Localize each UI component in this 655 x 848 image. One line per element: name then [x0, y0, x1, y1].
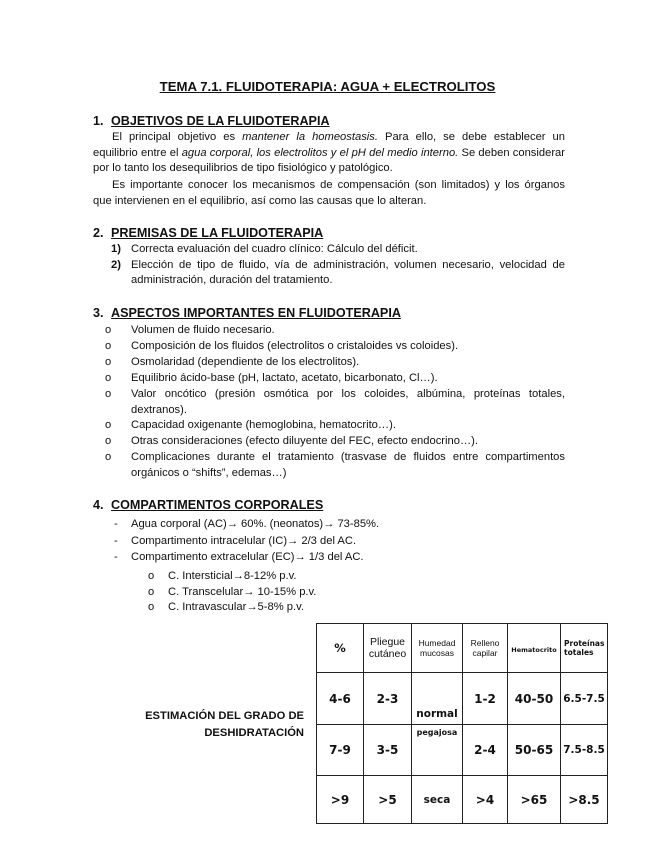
bullet-marker: o	[148, 585, 155, 598]
section-4-heading	[93, 498, 323, 512]
list-marker: 1)	[111, 243, 121, 255]
table-cell: 50-65	[508, 725, 561, 776]
section-title: ASPECTOS IMPORTANTES EN FLUIDOTERAPIA	[111, 306, 401, 320]
list-item	[148, 600, 448, 616]
bullet-marker: o	[105, 339, 112, 352]
list-item-text: Capacidad oxigenante (hemoglobina, hematocrito…).	[131, 419, 396, 432]
section-2-heading	[93, 226, 323, 240]
table-row	[317, 776, 608, 824]
bullet-marker: o	[105, 451, 112, 464]
header-text: Proteínas totales	[564, 639, 605, 657]
list-item-text: Osmolaridad (dependiente de los electrolitos).	[131, 355, 360, 368]
list-item	[148, 569, 448, 585]
list-item	[114, 534, 554, 550]
bullet-marker: o	[105, 371, 112, 384]
list-item-text: Compartimento extracelular (EC)→ 1/3 del AC.	[131, 551, 364, 563]
bullet-marker: o	[105, 419, 112, 432]
list-item-text: Correcta evaluación del cuadro clínico: Cálculo del déficit.	[131, 243, 418, 255]
section-number: 1.	[93, 114, 104, 128]
table-cell: >4	[463, 776, 508, 824]
bullet-marker: o	[105, 387, 112, 400]
section-title: OBJETIVOS DE LA FLUIDOTERAPIA	[111, 114, 330, 128]
table-cell: 4-6	[317, 673, 364, 725]
list-item	[105, 450, 565, 482]
list-item	[105, 434, 565, 450]
table-cell: >9	[317, 776, 364, 824]
dash-marker: -	[114, 518, 118, 530]
list-item-text: Compartimento intracelular (IC)→ 2/3 del AC.	[131, 534, 357, 547]
table-cell: 7.5-8.5	[561, 725, 608, 776]
section-title: COMPARTIMENTOS CORPORALES	[111, 498, 324, 512]
text-run: El principal objetivo es	[112, 131, 243, 143]
list-item	[105, 387, 565, 419]
section-number: 2.	[93, 226, 104, 240]
section-title: PREMISAS DE LA FLUIDOTERAPIA	[111, 226, 324, 240]
dash-marker: -	[114, 551, 118, 563]
list-item	[114, 517, 554, 533]
list-item-text: Complicaciones durante el tratamiento (trasvase de fluidos entre compartimentos orgánicos o “shifts”, edemas…)	[131, 451, 565, 480]
table-cell: 3-5	[364, 725, 412, 776]
table-row	[317, 673, 608, 725]
text-run: Para ello, se debe establecer un equilibrio entre el	[93, 131, 565, 159]
list-item-text: Equilibrio ácido-base (pH, lactato, acetato, bicarbonato, Cl…).	[131, 371, 438, 384]
section-1-heading	[93, 114, 330, 128]
table-cell: 2-3	[364, 673, 412, 725]
header-text: Hematocrito	[511, 645, 557, 654]
list-item-text: C. Transcelular→ 10-15% p.v.	[168, 585, 317, 598]
table-cell: 2-4	[463, 725, 508, 776]
table-cell: 1-2	[463, 673, 508, 725]
table-cell: 40-50	[508, 673, 561, 725]
section-number: 3.	[93, 306, 104, 320]
table-cell: >65	[508, 776, 561, 824]
list-item-text: Composición de los fluidos (electrolitos o cristaloides vs coloides).	[131, 339, 459, 352]
bullet-marker: o	[105, 355, 112, 368]
header-cell	[508, 624, 561, 673]
bullet-marker: o	[105, 324, 112, 336]
section-number: 4.	[93, 498, 104, 512]
list-item-text: C. Intersticial→8-12% p.v.	[168, 570, 297, 582]
compartments-list	[114, 517, 554, 566]
list-item	[111, 258, 565, 289]
section-3-heading	[93, 306, 401, 320]
table-cell: pegajosa	[412, 725, 463, 776]
italic-text: agua corporal, los electrolitos y el pH del medio interno.	[181, 146, 459, 159]
label-line: ESTIMACIÓN DEL GRADO DE	[145, 710, 304, 722]
list-item-text: Otras consideraciones (efecto diluyente del FEC, efecto endocrino…).	[131, 435, 478, 448]
table-cell: >5	[364, 776, 412, 824]
header-cell	[364, 624, 412, 673]
bullet-marker: o	[148, 601, 155, 613]
list-item-text: Elección de tipo de fluido, vía de administración, volumen necesario, velocidad de administración, duración del tratamiento.	[131, 258, 565, 286]
text-run: Es importante conocer los mecanismos de compensación (son limitados) y los órganos que intervienen en el equilibrio, así como las causas que lo alteran.	[93, 179, 565, 207]
header-text: Humedad mucosas	[418, 638, 456, 658]
dehydration-table	[316, 623, 608, 824]
list-marker: 2)	[111, 258, 121, 271]
premises-list	[111, 242, 565, 289]
list-item	[105, 339, 565, 355]
extracellular-sublist	[148, 569, 448, 616]
list-item-text: C. Intravascular→5-8% p.v.	[168, 601, 304, 613]
bullet-marker: o	[148, 570, 155, 582]
header-cell	[317, 624, 364, 673]
header-text: Pliegue cutáneo	[368, 636, 407, 660]
table-cell: 7-9	[317, 725, 364, 776]
header-cell	[463, 624, 508, 673]
table-cell: 6.5-7.5	[561, 673, 608, 725]
list-item	[105, 323, 565, 339]
header-text: %	[334, 641, 346, 655]
bullet-marker: o	[105, 435, 112, 448]
header-text: Relleno capilar	[470, 638, 500, 658]
section-1-paragraph-1	[93, 130, 565, 177]
list-item-text: Agua corporal (AC)→ 60%. (neonatos)→ 73-85%.	[131, 518, 380, 530]
page-title: TEMA 7.1. FLUIDOTERAPIA: AGUA + ELECTROLITOS	[159, 79, 496, 94]
list-item	[111, 242, 565, 258]
label-line: DESHIDRATACIÓN	[204, 727, 304, 739]
list-item	[105, 418, 565, 434]
table-header-row	[317, 624, 608, 673]
text-run: Se deben considerar por lo tanto los desequilibrios de tipo fisiológico y patológico.	[93, 146, 566, 175]
list-item	[105, 355, 565, 371]
section-1-paragraph-2	[93, 178, 565, 209]
table-cell: normal	[412, 673, 463, 725]
list-item-text: Volumen de fluido necesario.	[131, 324, 275, 336]
dash-marker: -	[114, 534, 118, 547]
dehydration-label	[130, 708, 304, 742]
table-row	[317, 725, 608, 776]
table-cell: >8.5	[561, 776, 608, 824]
list-item-text: Valor oncótico (presión osmótica por los coloides, albúmina, proteínas totales, dextranos).	[131, 387, 565, 416]
header-cell	[412, 624, 463, 673]
table-cell: seca	[412, 776, 463, 824]
list-item	[148, 585, 448, 601]
header-cell	[561, 624, 608, 673]
aspects-list	[105, 323, 565, 482]
list-item	[105, 371, 565, 387]
italic-text: mantener la homeostasis.	[242, 131, 378, 143]
list-item	[114, 550, 554, 566]
